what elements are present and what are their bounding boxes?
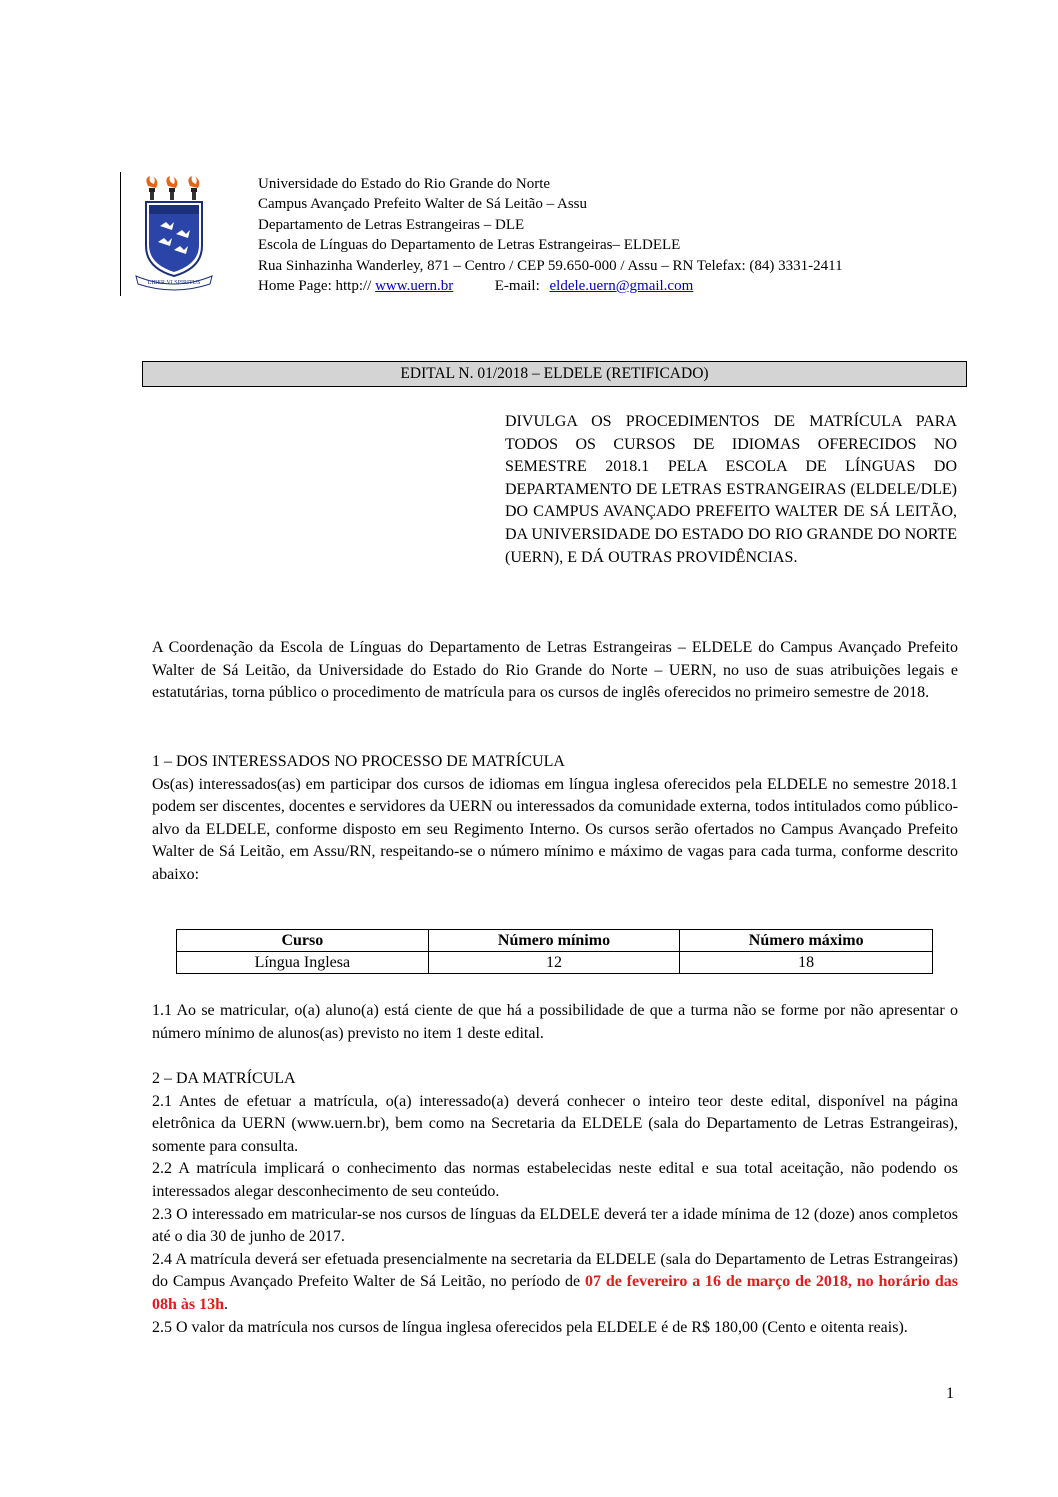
vacancy-table <box>176 929 933 974</box>
edital-title: EDITAL N. 01/2018 – ELDELE (RETIFICADO) <box>142 361 967 387</box>
item-2-1-text: 2.1 Antes de efetuar a matrícula, o(a) interessado(a) deverá conhecer o inteiro teor deste edital, disponível na página eletrônica da UERN (www.uern.br), bem como na Secretaria da ELDELE (sala do Departamento de Letras Estrangeiras), somente para consulta. <box>152 1092 958 1155</box>
item-2-4-text: 2.4 A matrícula deverá ser efetuada presencialmente na secretaria da ELDELE (sala do Departamento de Letras Estrangeiras) do Campus Avançado Prefeito Walter de Sá Leitão, no período de <box>152 1250 958 1291</box>
torch-icon <box>166 176 177 200</box>
svg-text:LIBER VI SPIRITUS: LIBER VI SPIRITUS <box>147 280 201 286</box>
section-1-text: Os(as) interessados(as) em participar dos cursos de idiomas em língua inglesa oferecidos pela ELDELE no semestre 2018.1 podem ser discentes, docentes e servidores da UERN ou interessados da comunidade externa, todos intitulados como público-alvo da ELDELE, conforme disposto em seu Regimento Interno. Os cursos serão ofertados no Campus Avançado Prefeito Walter de Sá Leitão, em Assu/RN, respeitando-se o número mínimo e máximo de vagas para cada turma, conforme descrito abaixo: <box>152 775 959 883</box>
section-2 <box>152 1068 958 1339</box>
homepage-link[interactable]: www.uern.br <box>375 278 454 295</box>
summary-text: DIVULGA OS PROCEDIMENTOS DE MATRÍCULA PARA TODOS OS CURSOS DE IDIOMAS OFERECIDOS NO SEMESTRE 2018.1 PELA ESCOLA DE LÍNGUAS DO DEPARTAMENTO DE LETRAS ESTRANGEIRAS (ELDELE/DLE) DO CAMPUS AVANÇADO PREFEITO WALTER DE SÁ LEITÃO, DA UNIVERSIDADE DO ESTADO DO RIO GRANDE DO NORTE (UERN), E DÁ OUTRAS PROVIDÊNCIAS. <box>505 413 957 566</box>
item-2-5-text: 2.5 O valor da matrícula nos cursos de língua inglesa oferecidos pela ELDELE é de R$ 180,00 (Cento e oitenta reais). <box>152 1318 908 1336</box>
section-1 <box>152 751 958 887</box>
item-1-1-text: 1.1 Ao se matricular, o(a) aluno(a) está ciente de que há a possibilidade de que a turma não se forme por não apresentar o número mínimo de alunos(as) previsto no item 1 deste edital. <box>152 1002 958 1042</box>
section-1-heading: 1 – DOS INTERESSADOS NO PROCESSO DE MATRÍCULA <box>152 753 565 770</box>
intro-paragraph <box>152 637 958 705</box>
item-2-3-text: 2.3 O interessado em matricular-se nos cursos de línguas da ELDELE deverá ter a idade mínima de 12 (doze) anos completos até o dia 30 de junho de 2017. <box>152 1205 958 1246</box>
table-header-row <box>177 930 933 952</box>
institution-info <box>258 174 843 296</box>
department-name: Departamento de Letras Estrangeiras – DLE <box>258 216 525 233</box>
table-cell-min: 12 <box>428 952 680 974</box>
table-row <box>177 952 933 974</box>
item-2-4-end: . <box>224 1295 229 1313</box>
header-divider <box>120 172 121 296</box>
item-2-2-text: 2.2 A matrícula implicará o conhecimento das normas estabelecidas neste edital e sua total aceitação, não podendo os interessados alegar desconhecimento de seu conteúdo. <box>152 1160 958 1200</box>
item-2-4 <box>152 1249 958 1317</box>
school-name: Escola de Línguas do Departamento de Letras Estrangeiras– ELDELE <box>258 237 681 254</box>
page-number: 1 <box>946 1385 954 1402</box>
address-line: Rua Sinhazinha Wanderley, 871 – Centro / CEP 59.650-000 / Assu – RN Telefax: (84) 3331-2411 <box>258 257 843 274</box>
table-cell-course: Língua Inglesa <box>177 952 429 974</box>
table-header-course: Curso <box>177 930 429 952</box>
item-2-4-highlight: 07 de fevereiro a 16 de março de 2018, no horário das 08h às 13h <box>152 1273 958 1313</box>
campus-name: Campus Avançado Prefeito Walter de Sá Leitão – Assu <box>258 196 587 213</box>
letterhead <box>120 170 980 300</box>
email-link[interactable]: eldele.uern@gmail.com <box>549 278 694 295</box>
torch-icon <box>188 176 199 200</box>
table-header-min: Número mínimo <box>428 930 680 952</box>
table-header-max: Número máximo <box>680 930 933 952</box>
homepage-label: Home Page: http:// <box>258 278 372 295</box>
contact-line <box>258 276 843 296</box>
edital-summary <box>505 411 957 569</box>
section-2-heading: 2 – DA MATRÍCULA <box>152 1070 296 1087</box>
intro-text: A Coordenação da Escola de Línguas do Departamento de Letras Estrangeiras – ELDELE do Campus Avançado Prefeito Walter de Sá Leitão, da Universidade do Estado do Rio Grande do Norte – UERN, no uso de suas atribuições legais e estatutárias, torna público o procedimento de matrícula para os cursos de inglês oferecidos no primeiro semestre de 2018. <box>152 639 958 702</box>
email-label: E-mail: <box>494 278 540 295</box>
university-name: Universidade do Estado do Rio Grande do Norte <box>258 176 551 192</box>
university-crest-logo <box>134 176 214 292</box>
item-1-1 <box>152 1000 958 1045</box>
table-cell-max: 18 <box>680 952 933 974</box>
torch-icon <box>146 176 157 200</box>
